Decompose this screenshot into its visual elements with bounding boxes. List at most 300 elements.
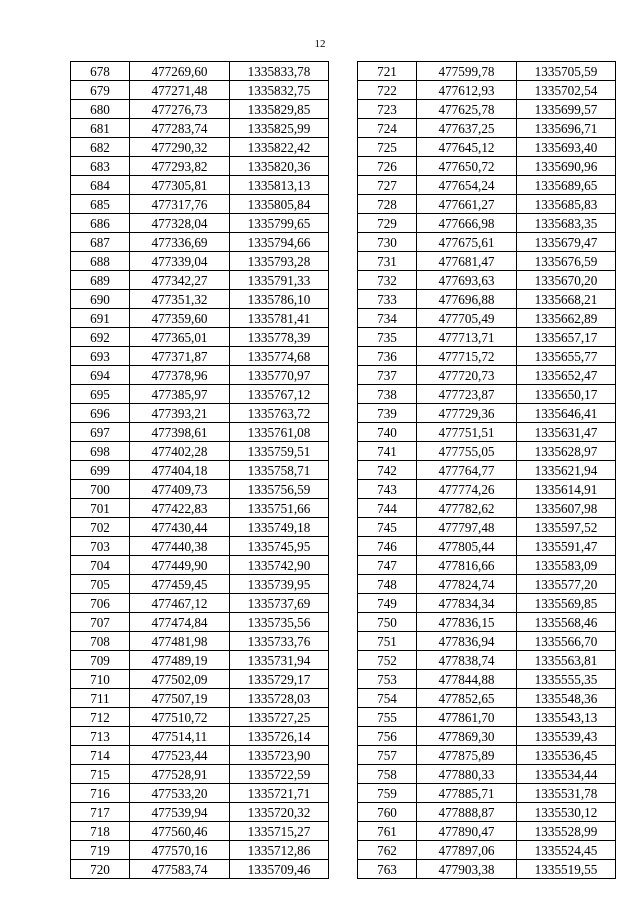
point-number-cell: 740 (358, 423, 417, 442)
table-row (71, 689, 329, 708)
x-coordinate-cell: 477305,81 (130, 176, 230, 195)
point-number-cell: 709 (71, 651, 130, 670)
point-number-cell: 696 (71, 404, 130, 423)
x-coordinate-cell: 477293,82 (130, 157, 230, 176)
y-coordinate-cell: 1335539,43 (517, 727, 616, 746)
x-coordinate-cell: 477539,94 (130, 803, 230, 822)
x-coordinate-cell: 477430,44 (130, 518, 230, 537)
point-number-cell: 691 (71, 309, 130, 328)
table-row (71, 480, 329, 499)
table-row (71, 309, 329, 328)
point-number-cell: 693 (71, 347, 130, 366)
y-coordinate-cell: 1335813,13 (230, 176, 329, 195)
table-row (71, 518, 329, 537)
table-row (358, 328, 616, 347)
point-number-cell: 747 (358, 556, 417, 575)
x-coordinate-cell: 477681,47 (417, 252, 517, 271)
x-coordinate-cell: 477378,96 (130, 366, 230, 385)
table-body (71, 62, 329, 879)
point-number-cell: 704 (71, 556, 130, 575)
x-coordinate-cell: 477317,76 (130, 195, 230, 214)
table-row (71, 746, 329, 765)
point-number-cell: 761 (358, 822, 417, 841)
point-number-cell: 748 (358, 575, 417, 594)
point-number-cell: 757 (358, 746, 417, 765)
y-coordinate-cell: 1335829,85 (230, 100, 329, 119)
y-coordinate-cell: 1335528,99 (517, 822, 616, 841)
table-row (71, 195, 329, 214)
x-coordinate-cell: 477715,72 (417, 347, 517, 366)
point-number-cell: 702 (71, 518, 130, 537)
point-number-cell: 689 (71, 271, 130, 290)
y-coordinate-cell: 1335519,55 (517, 860, 616, 879)
point-number-cell: 725 (358, 138, 417, 157)
y-coordinate-cell: 1335631,47 (517, 423, 616, 442)
point-number-cell: 722 (358, 81, 417, 100)
table-row (71, 214, 329, 233)
y-coordinate-cell: 1335591,47 (517, 537, 616, 556)
y-coordinate-cell: 1335759,51 (230, 442, 329, 461)
x-coordinate-cell: 477533,20 (130, 784, 230, 803)
x-coordinate-cell: 477836,94 (417, 632, 517, 651)
table-row (358, 461, 616, 480)
table-row (358, 803, 616, 822)
x-coordinate-cell: 477729,36 (417, 404, 517, 423)
x-coordinate-cell: 477875,89 (417, 746, 517, 765)
table-row (358, 347, 616, 366)
y-coordinate-cell: 1335781,41 (230, 309, 329, 328)
point-number-cell: 682 (71, 138, 130, 157)
x-coordinate-cell: 477903,38 (417, 860, 517, 879)
y-coordinate-cell: 1335756,59 (230, 480, 329, 499)
table-row (71, 651, 329, 670)
x-coordinate-cell: 477271,48 (130, 81, 230, 100)
point-number-cell: 707 (71, 613, 130, 632)
table-row (358, 746, 616, 765)
y-coordinate-cell: 1335727,25 (230, 708, 329, 727)
table-row (358, 252, 616, 271)
x-coordinate-cell: 477797,48 (417, 518, 517, 537)
table-row (358, 784, 616, 803)
point-number-cell: 686 (71, 214, 130, 233)
table-row (71, 423, 329, 442)
y-coordinate-cell: 1335530,12 (517, 803, 616, 822)
page-number: 12 (314, 38, 326, 50)
table-row (71, 556, 329, 575)
y-coordinate-cell: 1335761,08 (230, 423, 329, 442)
table-row (358, 81, 616, 100)
table-row (358, 309, 616, 328)
y-coordinate-cell: 1335705,59 (517, 62, 616, 81)
y-coordinate-cell: 1335720,32 (230, 803, 329, 822)
point-number-cell: 728 (358, 195, 417, 214)
x-coordinate-cell: 477861,70 (417, 708, 517, 727)
y-coordinate-cell: 1335712,86 (230, 841, 329, 860)
x-coordinate-cell: 477645,12 (417, 138, 517, 157)
x-coordinate-cell: 477283,74 (130, 119, 230, 138)
table-row (71, 328, 329, 347)
y-coordinate-cell: 1335702,54 (517, 81, 616, 100)
point-number-cell: 750 (358, 613, 417, 632)
x-coordinate-cell: 477404,18 (130, 461, 230, 480)
point-number-cell: 700 (71, 480, 130, 499)
y-coordinate-cell: 1335726,14 (230, 727, 329, 746)
x-coordinate-cell: 477336,69 (130, 233, 230, 252)
point-number-cell: 713 (71, 727, 130, 746)
y-coordinate-cell: 1335566,70 (517, 632, 616, 651)
y-coordinate-cell: 1335668,21 (517, 290, 616, 309)
y-coordinate-cell: 1335820,36 (230, 157, 329, 176)
x-coordinate-cell: 477838,74 (417, 651, 517, 670)
y-coordinate-cell: 1335745,95 (230, 537, 329, 556)
table-row (358, 556, 616, 575)
table-row (358, 613, 616, 632)
x-coordinate-cell: 477654,24 (417, 176, 517, 195)
x-coordinate-cell: 477869,30 (417, 727, 517, 746)
table-row (358, 404, 616, 423)
point-number-cell: 741 (358, 442, 417, 461)
point-number-cell: 705 (71, 575, 130, 594)
table-row (71, 233, 329, 252)
y-coordinate-cell: 1335731,94 (230, 651, 329, 670)
y-coordinate-cell: 1335693,40 (517, 138, 616, 157)
x-coordinate-cell: 477385,97 (130, 385, 230, 404)
table-row (71, 765, 329, 784)
point-number-cell: 758 (358, 765, 417, 784)
x-coordinate-cell: 477637,25 (417, 119, 517, 138)
x-coordinate-cell: 477398,61 (130, 423, 230, 442)
point-number-cell: 737 (358, 366, 417, 385)
table-row (71, 271, 329, 290)
y-coordinate-cell: 1335825,99 (230, 119, 329, 138)
table-row (358, 632, 616, 651)
y-coordinate-cell: 1335524,45 (517, 841, 616, 860)
table-row (358, 290, 616, 309)
x-coordinate-cell: 477764,77 (417, 461, 517, 480)
point-number-cell: 692 (71, 328, 130, 347)
point-number-cell: 735 (358, 328, 417, 347)
x-coordinate-cell: 477852,65 (417, 689, 517, 708)
y-coordinate-cell: 1335793,28 (230, 252, 329, 271)
x-coordinate-cell: 477897,06 (417, 841, 517, 860)
point-number-cell: 729 (358, 214, 417, 233)
x-coordinate-cell: 477751,51 (417, 423, 517, 442)
point-number-cell: 719 (71, 841, 130, 860)
x-coordinate-cell: 477836,15 (417, 613, 517, 632)
y-coordinate-cell: 1335774,68 (230, 347, 329, 366)
x-coordinate-cell: 477755,05 (417, 442, 517, 461)
y-coordinate-cell: 1335728,03 (230, 689, 329, 708)
x-coordinate-cell: 477693,63 (417, 271, 517, 290)
point-number-cell: 751 (358, 632, 417, 651)
y-coordinate-cell: 1335534,44 (517, 765, 616, 784)
y-coordinate-cell: 1335735,56 (230, 613, 329, 632)
x-coordinate-cell: 477528,91 (130, 765, 230, 784)
point-number-cell: 749 (358, 594, 417, 613)
x-coordinate-cell: 477570,16 (130, 841, 230, 860)
x-coordinate-cell: 477449,90 (130, 556, 230, 575)
y-coordinate-cell: 1335577,20 (517, 575, 616, 594)
point-number-cell: 746 (358, 537, 417, 556)
x-coordinate-cell: 477474,84 (130, 613, 230, 632)
coordinates-table-right (357, 61, 616, 879)
x-coordinate-cell: 477481,98 (130, 632, 230, 651)
table-row (71, 632, 329, 651)
y-coordinate-cell: 1335655,77 (517, 347, 616, 366)
point-number-cell: 680 (71, 100, 130, 119)
y-coordinate-cell: 1335689,65 (517, 176, 616, 195)
table-row (358, 670, 616, 689)
y-coordinate-cell: 1335794,66 (230, 233, 329, 252)
point-number-cell: 744 (358, 499, 417, 518)
point-number-cell: 726 (358, 157, 417, 176)
table-row (358, 537, 616, 556)
x-coordinate-cell: 477342,27 (130, 271, 230, 290)
point-number-cell: 730 (358, 233, 417, 252)
table-row (71, 708, 329, 727)
table-row (71, 157, 329, 176)
y-coordinate-cell: 1335699,57 (517, 100, 616, 119)
x-coordinate-cell: 477371,87 (130, 347, 230, 366)
y-coordinate-cell: 1335751,66 (230, 499, 329, 518)
y-coordinate-cell: 1335799,65 (230, 214, 329, 233)
table-row (71, 499, 329, 518)
y-coordinate-cell: 1335791,33 (230, 271, 329, 290)
point-number-cell: 738 (358, 385, 417, 404)
x-coordinate-cell: 477723,87 (417, 385, 517, 404)
point-number-cell: 701 (71, 499, 130, 518)
point-number-cell: 734 (358, 309, 417, 328)
x-coordinate-cell: 477290,32 (130, 138, 230, 157)
table-row (71, 404, 329, 423)
y-coordinate-cell: 1335767,12 (230, 385, 329, 404)
y-coordinate-cell: 1335607,98 (517, 499, 616, 518)
table-row (71, 252, 329, 271)
table-row (71, 727, 329, 746)
x-coordinate-cell: 477409,73 (130, 480, 230, 499)
point-number-cell: 681 (71, 119, 130, 138)
y-coordinate-cell: 1335555,35 (517, 670, 616, 689)
x-coordinate-cell: 477890,47 (417, 822, 517, 841)
point-number-cell: 753 (358, 670, 417, 689)
x-coordinate-cell: 477805,44 (417, 537, 517, 556)
y-coordinate-cell: 1335723,90 (230, 746, 329, 765)
x-coordinate-cell: 477599,78 (417, 62, 517, 81)
table-row (358, 651, 616, 670)
point-number-cell: 763 (358, 860, 417, 879)
point-number-cell: 690 (71, 290, 130, 309)
table-row (358, 594, 616, 613)
y-coordinate-cell: 1335758,71 (230, 461, 329, 480)
x-coordinate-cell: 477502,09 (130, 670, 230, 689)
point-number-cell: 760 (358, 803, 417, 822)
x-coordinate-cell: 477782,62 (417, 499, 517, 518)
x-coordinate-cell: 477713,71 (417, 328, 517, 347)
point-number-cell: 678 (71, 62, 130, 81)
coordinates-table-left (70, 61, 329, 879)
x-coordinate-cell: 477328,04 (130, 214, 230, 233)
x-coordinate-cell: 477489,19 (130, 651, 230, 670)
x-coordinate-cell: 477339,04 (130, 252, 230, 271)
x-coordinate-cell: 477705,49 (417, 309, 517, 328)
x-coordinate-cell: 477888,87 (417, 803, 517, 822)
point-number-cell: 706 (71, 594, 130, 613)
x-coordinate-cell: 477885,71 (417, 784, 517, 803)
table-row (71, 461, 329, 480)
point-number-cell: 703 (71, 537, 130, 556)
point-number-cell: 711 (71, 689, 130, 708)
table-row (71, 860, 329, 879)
x-coordinate-cell: 477560,46 (130, 822, 230, 841)
y-coordinate-cell: 1335690,96 (517, 157, 616, 176)
point-number-cell: 752 (358, 651, 417, 670)
y-coordinate-cell: 1335833,78 (230, 62, 329, 81)
point-number-cell: 723 (358, 100, 417, 119)
point-number-cell: 724 (358, 119, 417, 138)
y-coordinate-cell: 1335543,13 (517, 708, 616, 727)
y-coordinate-cell: 1335715,27 (230, 822, 329, 841)
table-row (358, 271, 616, 290)
table-row (358, 518, 616, 537)
table-row (358, 62, 616, 81)
x-coordinate-cell: 477774,26 (417, 480, 517, 499)
x-coordinate-cell: 477880,33 (417, 765, 517, 784)
table-row (358, 442, 616, 461)
table-row (358, 138, 616, 157)
point-number-cell: 759 (358, 784, 417, 803)
y-coordinate-cell: 1335832,75 (230, 81, 329, 100)
y-coordinate-cell: 1335733,76 (230, 632, 329, 651)
point-number-cell: 695 (71, 385, 130, 404)
x-coordinate-cell: 477422,83 (130, 499, 230, 518)
point-number-cell: 756 (358, 727, 417, 746)
point-number-cell: 699 (71, 461, 130, 480)
x-coordinate-cell: 477523,44 (130, 746, 230, 765)
table-row (71, 803, 329, 822)
point-number-cell: 694 (71, 366, 130, 385)
x-coordinate-cell: 477459,45 (130, 575, 230, 594)
y-coordinate-cell: 1335583,09 (517, 556, 616, 575)
table-row (71, 784, 329, 803)
y-coordinate-cell: 1335531,78 (517, 784, 616, 803)
table-row (71, 347, 329, 366)
y-coordinate-cell: 1335662,89 (517, 309, 616, 328)
table-row (71, 841, 329, 860)
point-number-cell: 762 (358, 841, 417, 860)
x-coordinate-cell: 477666,98 (417, 214, 517, 233)
point-number-cell: 743 (358, 480, 417, 499)
point-number-cell: 698 (71, 442, 130, 461)
table-row (358, 157, 616, 176)
table-row (358, 100, 616, 119)
table-row (71, 594, 329, 613)
point-number-cell: 715 (71, 765, 130, 784)
table-row (71, 119, 329, 138)
y-coordinate-cell: 1335721,71 (230, 784, 329, 803)
x-coordinate-cell: 477359,60 (130, 309, 230, 328)
y-coordinate-cell: 1335670,20 (517, 271, 616, 290)
y-coordinate-cell: 1335737,69 (230, 594, 329, 613)
point-number-cell: 720 (71, 860, 130, 879)
y-coordinate-cell: 1335683,35 (517, 214, 616, 233)
table-row (71, 100, 329, 119)
y-coordinate-cell: 1335805,84 (230, 195, 329, 214)
table-row (358, 480, 616, 499)
y-coordinate-cell: 1335749,18 (230, 518, 329, 537)
point-number-cell: 714 (71, 746, 130, 765)
y-coordinate-cell: 1335722,59 (230, 765, 329, 784)
y-coordinate-cell: 1335621,94 (517, 461, 616, 480)
table-row (71, 366, 329, 385)
table-row (358, 423, 616, 442)
table-row (71, 81, 329, 100)
x-coordinate-cell: 477507,19 (130, 689, 230, 708)
y-coordinate-cell: 1335763,72 (230, 404, 329, 423)
y-coordinate-cell: 1335650,17 (517, 385, 616, 404)
y-coordinate-cell: 1335628,97 (517, 442, 616, 461)
x-coordinate-cell: 477824,74 (417, 575, 517, 594)
point-number-cell: 684 (71, 176, 130, 195)
table-row (358, 195, 616, 214)
table-row (358, 689, 616, 708)
x-coordinate-cell: 477675,61 (417, 233, 517, 252)
point-number-cell: 732 (358, 271, 417, 290)
x-coordinate-cell: 477696,88 (417, 290, 517, 309)
y-coordinate-cell: 1335568,46 (517, 613, 616, 632)
table-row (358, 765, 616, 784)
x-coordinate-cell: 477393,21 (130, 404, 230, 423)
point-number-cell: 731 (358, 252, 417, 271)
x-coordinate-cell: 477720,73 (417, 366, 517, 385)
point-number-cell: 718 (71, 822, 130, 841)
x-coordinate-cell: 477625,78 (417, 100, 517, 119)
x-coordinate-cell: 477612,93 (417, 81, 517, 100)
point-number-cell: 683 (71, 157, 130, 176)
table-row (358, 385, 616, 404)
y-coordinate-cell: 1335729,17 (230, 670, 329, 689)
table-body (358, 62, 616, 879)
table-row (358, 176, 616, 195)
table-row (358, 860, 616, 879)
x-coordinate-cell: 477816,66 (417, 556, 517, 575)
y-coordinate-cell: 1335742,90 (230, 556, 329, 575)
x-coordinate-cell: 477514,11 (130, 727, 230, 746)
table-row (71, 537, 329, 556)
point-number-cell: 710 (71, 670, 130, 689)
table-row (358, 119, 616, 138)
table-row (71, 138, 329, 157)
y-coordinate-cell: 1335657,17 (517, 328, 616, 347)
point-number-cell: 679 (71, 81, 130, 100)
table-row (71, 290, 329, 309)
table-row (358, 727, 616, 746)
y-coordinate-cell: 1335685,83 (517, 195, 616, 214)
table-row (71, 176, 329, 195)
point-number-cell: 739 (358, 404, 417, 423)
point-number-cell: 716 (71, 784, 130, 803)
y-coordinate-cell: 1335614,91 (517, 480, 616, 499)
y-coordinate-cell: 1335770,97 (230, 366, 329, 385)
point-number-cell: 688 (71, 252, 130, 271)
table-row (358, 366, 616, 385)
y-coordinate-cell: 1335646,41 (517, 404, 616, 423)
point-number-cell: 721 (358, 62, 417, 81)
y-coordinate-cell: 1335563,81 (517, 651, 616, 670)
x-coordinate-cell: 477650,72 (417, 157, 517, 176)
y-coordinate-cell: 1335679,47 (517, 233, 616, 252)
y-coordinate-cell: 1335822,42 (230, 138, 329, 157)
table-row (71, 385, 329, 404)
